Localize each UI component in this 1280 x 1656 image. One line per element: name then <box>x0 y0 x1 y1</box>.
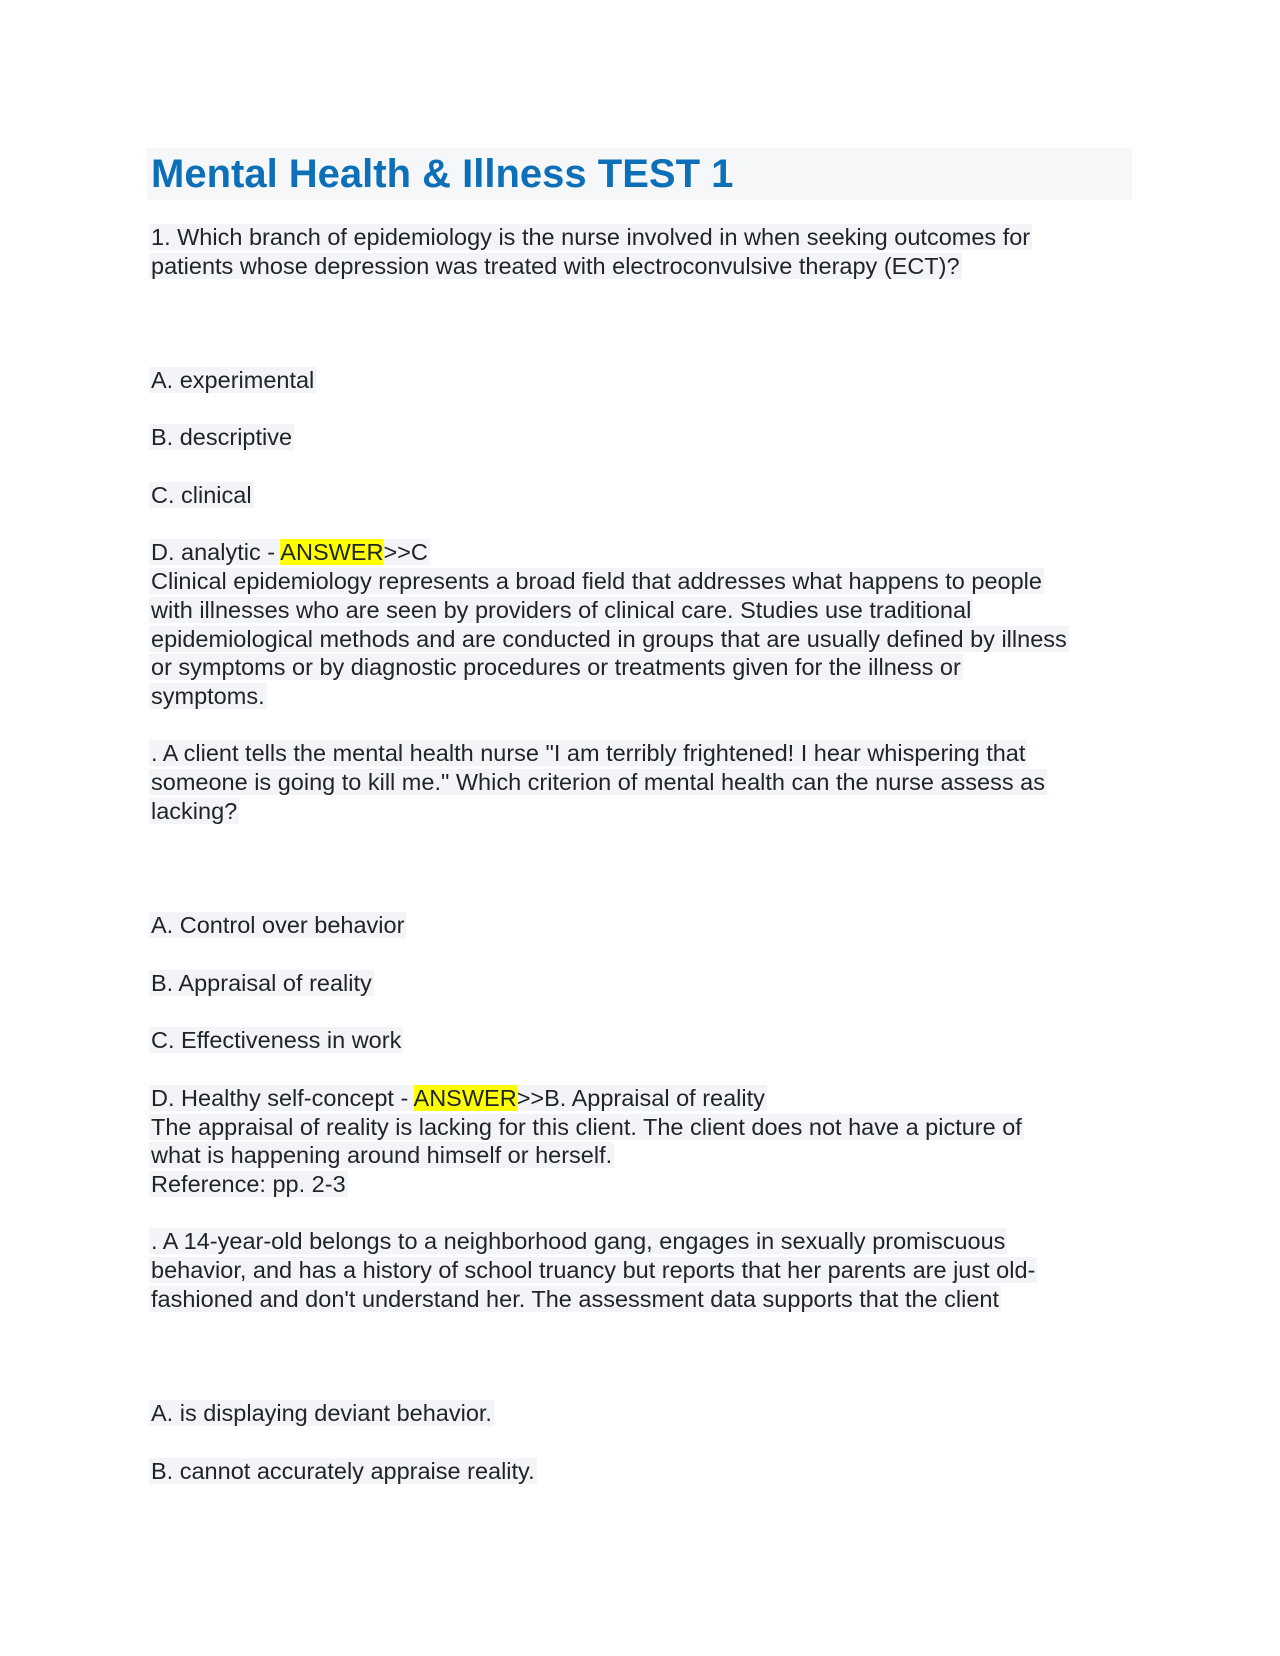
q3-option: B. cannot accurately appraise reality. <box>151 1458 535 1484</box>
q1-stem-line: patients whose depression was treated with electroconvulsive therapy (ECT)? <box>151 253 960 279</box>
q2-rationale-line: what is happening around himself or herself. <box>151 1142 613 1168</box>
q2-option: B. Appraisal of reality <box>151 970 372 996</box>
q1-answer-line: D. analytic - ANSWER>>C <box>151 539 428 565</box>
q2-option: C. Effectiveness in work <box>151 1027 402 1053</box>
q1-rationale-line: symptoms. <box>151 683 265 709</box>
answer-highlight: ANSWER <box>413 1085 517 1111</box>
q2-stem-line: lacking? <box>151 798 238 824</box>
q2-option: A. Control over behavior <box>151 912 405 938</box>
q3-option: A. is displaying deviant behavior. <box>151 1400 492 1426</box>
q1-rationale-line: with illnesses who are seen by providers of clinical care. Studies use traditional <box>151 597 972 623</box>
page-title: Mental Health & Illness TEST 1 <box>151 152 734 196</box>
q1-stem-line: 1. Which branch of epidemiology is the nurse involved in when seeking outcomes for <box>151 224 1031 250</box>
q1-rationale-line: Clinical epidemiology represents a broad field that addresses what happens to people <box>151 568 1042 594</box>
q2-stem-line: someone is going to kill me." Which criterion of mental health can the nurse assess as <box>151 769 1045 795</box>
q1-option: A. experimental <box>151 367 315 393</box>
q2-stem-line: . A client tells the mental health nurse "I am terribly frightened! I hear whispering that <box>151 740 1026 766</box>
q2-rationale-line: Reference: pp. 2-3 <box>151 1171 346 1197</box>
q2-answer-line: D. Healthy self-concept - ANSWER>>B. Appraisal of reality <box>151 1085 765 1111</box>
q3-stem-line: behavior, and has a history of school truancy but reports that her parents are just old- <box>151 1257 1036 1283</box>
q1-option: C. clinical <box>151 482 252 508</box>
answer-highlight: ANSWER <box>280 539 384 565</box>
q2-rationale-line: The appraisal of reality is lacking for this client. The client does not have a picture of <box>151 1114 1022 1140</box>
q1-option: B. descriptive <box>151 424 293 450</box>
q3-stem-line: . A 14-year-old belongs to a neighborhood gang, engages in sexually promiscuous <box>151 1228 1006 1254</box>
q1-rationale-line: epidemiological methods and are conducted in groups that are usually defined by illness <box>151 626 1067 652</box>
q3-stem-line: fashioned and don't understand her. The assessment data supports that the client <box>151 1286 1000 1312</box>
q1-rationale-line: or symptoms or by diagnostic procedures or treatments given for the illness or <box>151 654 961 680</box>
